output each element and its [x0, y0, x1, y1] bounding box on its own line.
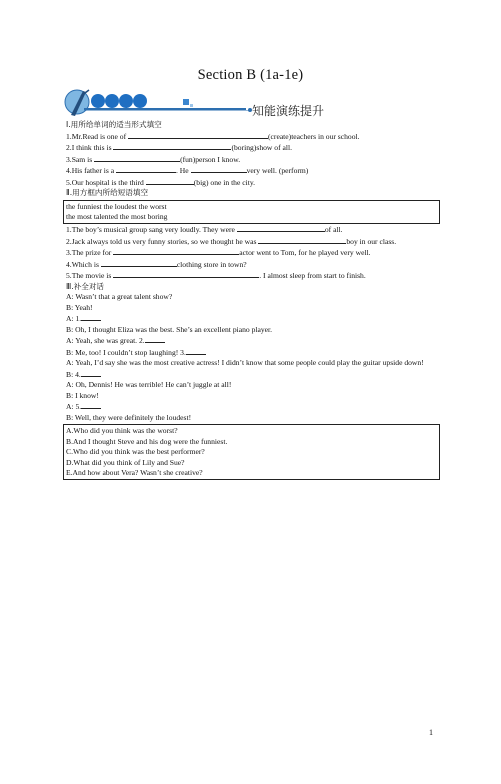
- dialogue-line: B: I know!: [66, 390, 99, 400]
- answer-blank[interactable]: [186, 347, 206, 355]
- option-item: B.And I thought Steve and his dog were the funniest.: [66, 436, 228, 446]
- banner-dot-4: [133, 94, 147, 108]
- banner-square-large: [183, 99, 189, 105]
- phrase-box-line-1: the funniest the loudest the worst: [66, 201, 167, 211]
- dialogue-line: B: Oh, I thought Eliza was the best. She’s an excellent piano player.: [66, 324, 273, 334]
- page-number: 1: [429, 728, 433, 737]
- answer-blank[interactable]: [258, 236, 346, 244]
- part1-item-5: 5.Our hospital is the third (big) one in the city.: [66, 177, 256, 187]
- answer-blank[interactable]: [94, 154, 180, 162]
- dialogue-line: A: Oh, Dennis! He was terrible! He can’t juggle at all!: [66, 380, 232, 390]
- part2-item-5: 5.The movie is . I almost sleep from start to finish.: [66, 271, 366, 281]
- dialogue-line: B: Well, they were definitely the loudest!: [66, 412, 192, 422]
- answer-blank[interactable]: [81, 313, 101, 321]
- answer-blank[interactable]: [237, 224, 325, 232]
- dialogue-line: A: Wasn’t that a great talent show?: [66, 292, 173, 302]
- answer-blank[interactable]: [113, 142, 231, 150]
- part1-item-2: 2.I think this is (boring)show of all.: [66, 143, 293, 152]
- answer-blank[interactable]: [81, 401, 101, 409]
- answer-blank[interactable]: [113, 247, 239, 255]
- answer-blank[interactable]: [116, 165, 176, 173]
- banner-dot-2: [105, 94, 119, 108]
- banner-label: 知能演练提升: [252, 104, 325, 118]
- part3-heading: Ⅲ.补全对话: [66, 281, 105, 291]
- dialogue-line: B: Yeah!: [66, 302, 93, 312]
- part2-item-4: 4.Which is clothing store in town?: [66, 259, 247, 269]
- options-box: [63, 424, 440, 480]
- part2-item-1: 1.The boy’s musical group sang very loudly. They were of all.: [66, 225, 343, 235]
- part1-heading: Ⅰ.用所给单词的适当形式填空: [66, 120, 162, 129]
- answer-blank[interactable]: [81, 369, 101, 377]
- option-item: C.Who did you think was the best performer?: [66, 447, 205, 457]
- part1-item-3: 3.Sam is (fun)person I know.: [66, 154, 241, 164]
- dialogue-line: A: Yeah, she was great. 2.: [66, 335, 438, 347]
- dialogue-line: A: 1.: [66, 313, 438, 325]
- answer-blank[interactable]: [128, 131, 268, 139]
- part1-item-4: 4.His father is a . He very well. (perform): [66, 166, 309, 175]
- phrase-box: [63, 200, 440, 225]
- option-item: D.What did you think of Lily and Sue?: [66, 457, 185, 467]
- dialogue-line: B: Me, too! I couldn’t stop laughing! 3.: [66, 347, 438, 359]
- part2-item-2: 2.Jack always told us very funny stories, so we thought he was boy in our class.: [66, 236, 397, 246]
- dialogue-line: A: Yeah, I’d say she was the most creative actress! I didn’t know that some people could play the guitar upside down!: [66, 358, 424, 368]
- option-item: E.And how about Vera? Wasn’t she creative?: [66, 467, 203, 477]
- option-item: A.Who did you think was the worst?: [66, 426, 178, 436]
- banner-dot-3: [119, 94, 133, 108]
- answer-blank[interactable]: [113, 270, 259, 278]
- answer-blank[interactable]: [145, 335, 165, 343]
- part2-heading: Ⅱ.用方框内所给短语填空: [66, 188, 149, 197]
- answer-blank[interactable]: [146, 177, 194, 185]
- page-title: Section B (1a-1e): [197, 67, 304, 83]
- answer-blank[interactable]: [101, 259, 177, 267]
- part1-item-1: 1.Mr.Read is one of (create)teachers in our school.: [66, 131, 360, 141]
- part2-item-3: 3.The prize for actor went to Tom, for he played very well.: [66, 248, 371, 258]
- dialogue-line: A: 5.: [66, 401, 438, 413]
- exercise-content: [66, 120, 438, 480]
- banner-dot-1: [91, 94, 105, 108]
- banner-square-small: [190, 104, 193, 107]
- answer-blank[interactable]: [191, 165, 247, 173]
- phrase-box-line-2: the most talented the most boring: [66, 211, 168, 221]
- dialogue-line: B: 4.: [66, 369, 438, 381]
